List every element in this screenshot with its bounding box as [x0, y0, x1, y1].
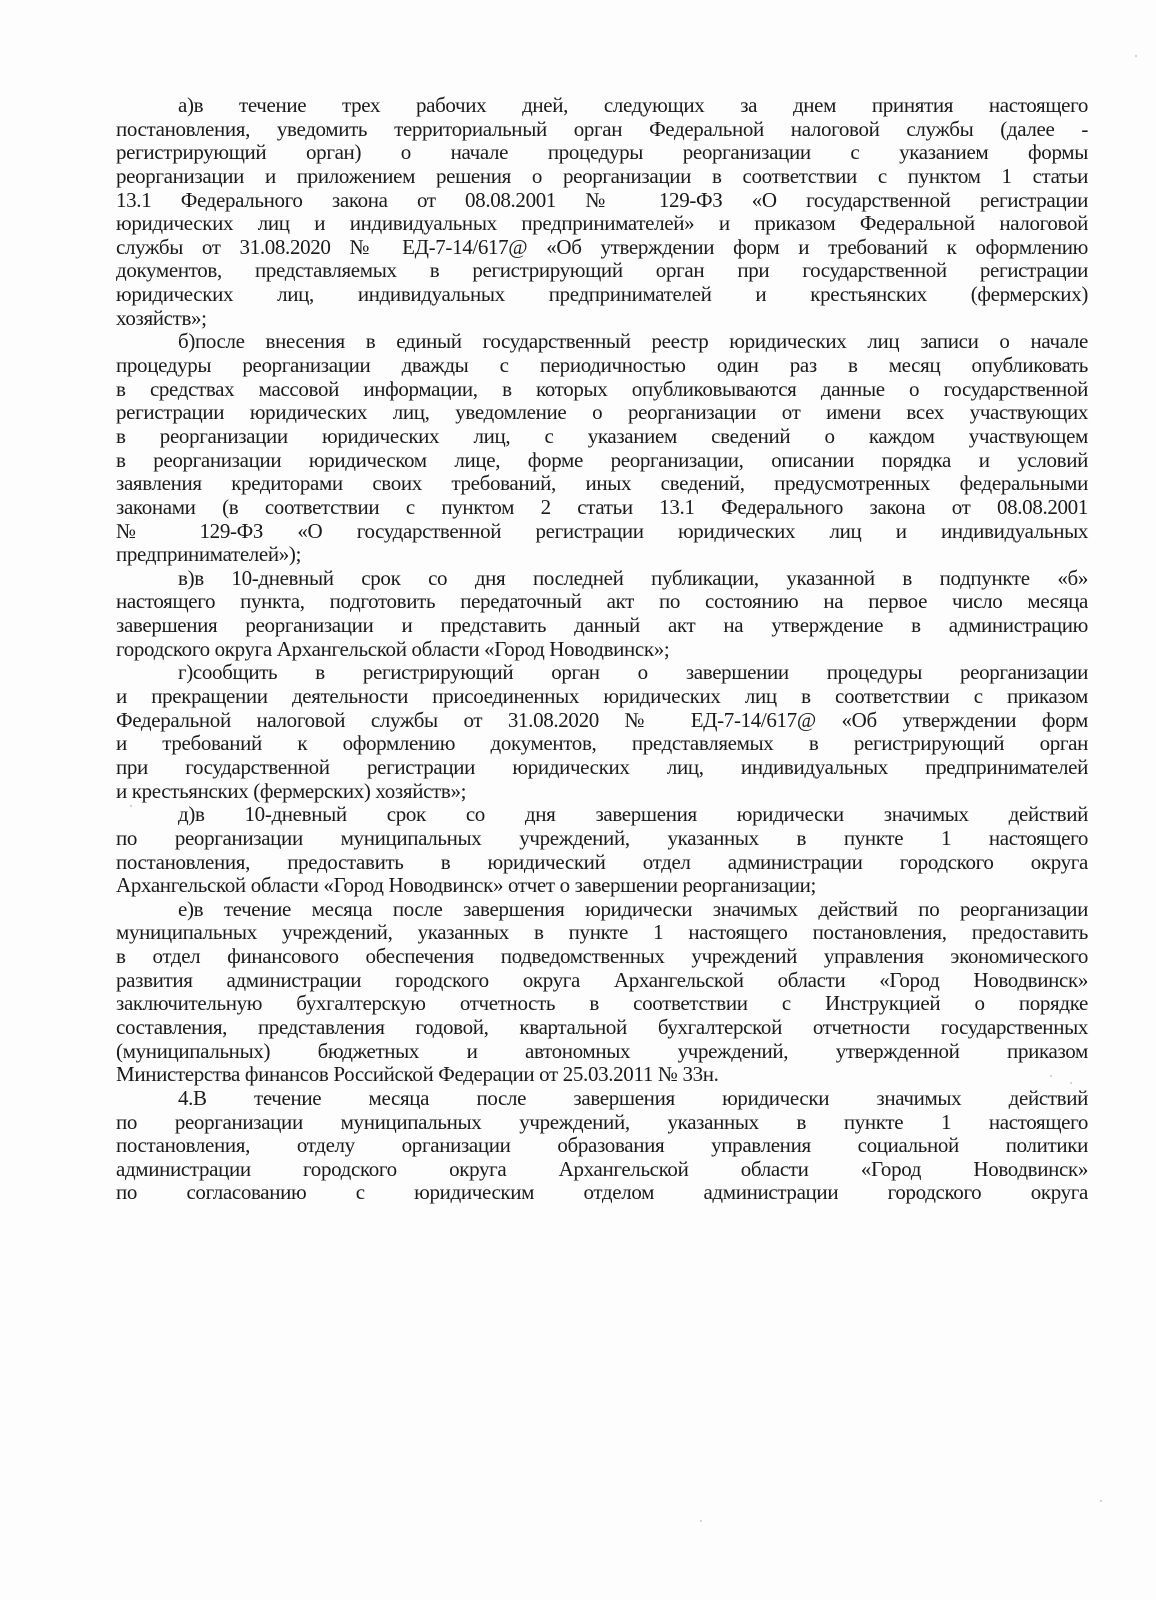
- text-line: документов, представляемых в регистрирующий орган при государственной регистрации: [116, 258, 1088, 283]
- text-line: администрации городского округа Архангельской области «Город Новодвинск»: [116, 1156, 1088, 1181]
- text-line: в)в 10-дневный срок со дня последней публикации, указанной в подпункте «б»: [178, 565, 1088, 590]
- paragraph-e: [116, 898, 1088, 1087]
- paragraph-4: [116, 1087, 1088, 1205]
- text-line: службы от 31.08.2020 № ЕД-7-14/617@ «Об утверждении форм и требований к оформлению: [116, 234, 1088, 259]
- text-line: Архангельской области «Город Новодвинск» отчет о завершении реорганизации;: [116, 873, 817, 898]
- text-line: и крестьянских (фермерских) хозяйств»;: [116, 778, 467, 803]
- text-line: Министерства финансов Российской Федерации от 25.03.2011 № 33н.: [116, 1062, 719, 1087]
- text-line: в реорганизации юридических лиц, с указанием сведений о каждом участвующем: [116, 423, 1088, 448]
- text-line: 13.1 Федерального закона от 08.08.2001 № 129-ФЗ «О государственной регистрации: [116, 187, 1088, 212]
- text-line: юридических лиц, индивидуальных предпринимателей и крестьянских (фермерских): [116, 282, 1088, 307]
- text-line: в средствах массовой информации, в которых опубликовываются данные о государственной: [116, 376, 1088, 401]
- paragraph-v: [116, 567, 1088, 662]
- text-line: регистрирующий орган) о начале процедуры реорганизации с указанием формы: [116, 140, 1088, 165]
- text-line: Федеральной налоговой службы от 31.08.2020 № ЕД-7-14/617@ «Об утверждении форм: [116, 707, 1088, 732]
- text-line: е)в течение месяца после завершения юридически значимых действий по реорганизации: [178, 896, 1088, 921]
- text-line: а)в течение трех рабочих дней, следующих за днем принятия настоящего: [178, 93, 1088, 117]
- text-line: № 129-ФЗ «О государственной регистрации юридических лиц и индивидуальных: [116, 518, 1088, 543]
- text-line: законами (в соответствии с пунктом 2 статьи 13.1 Федерального закона от 08.08.2001: [116, 494, 1088, 519]
- document-page: [116, 94, 1088, 1205]
- text-line: в отдел финансового обеспечения подведомственных учреждений управления экономического: [116, 944, 1088, 969]
- text-line: заявления кредиторами своих требований, иных сведений, предусмотренных федеральными: [116, 471, 1088, 496]
- text-line: хозяйств»;: [116, 305, 207, 330]
- text-line: постановления, предоставить в юридический отдел администрации городского округа: [116, 849, 1088, 874]
- text-line: г)сообщить в регистрирующий орган о завершении процедуры реорганизации: [178, 660, 1088, 685]
- paragraph-d: [116, 803, 1088, 898]
- text-line: предпринимателей»);: [116, 542, 302, 567]
- text-line: юридических лиц и индивидуальных предпринимателей» и приказом Федеральной налоговой: [116, 211, 1088, 236]
- text-line: заключительную бухгалтерскую отчетность в соответствии с Инструкцией о порядке: [116, 991, 1088, 1016]
- text-line: при государственной регистрации юридических лиц, индивидуальных предпринимателей: [116, 754, 1088, 779]
- text-line: настоящего пункта, подготовить передаточный акт по состоянию на первое число месяца: [116, 589, 1088, 614]
- text-line: и прекращении деятельности присоединенных юридических лиц в соответствии с приказом: [116, 684, 1088, 709]
- text-line: реорганизации и приложением решения о реорганизации в соответствии с пунктом 1 статьи: [116, 163, 1088, 188]
- text-line: б)после внесения в единый государственный реестр юридических лиц записи о начале: [178, 329, 1088, 354]
- paragraph-g: [116, 661, 1088, 803]
- text-line: (муниципальных) бюджетных и автономных учреждений, утвержденной приказом: [116, 1038, 1088, 1063]
- text-line: городского округа Архангельской области «Город Новодвинск»;: [116, 636, 670, 661]
- text-line: д)в 10-дневный срок со дня завершения юридически значимых действий: [178, 802, 1088, 827]
- text-line: регистрации юридических лиц, уведомление о реорганизации от имени всех участвующих: [116, 400, 1088, 425]
- text-line: постановления, уведомить территориальный орган Федеральной налоговой службы (далее -: [116, 116, 1088, 141]
- text-line: развития администрации городского округа Архангельской области «Город Новодвинск»: [116, 967, 1088, 992]
- paragraph-b: [116, 330, 1088, 566]
- text-line: постановления, отделу организации образования управления социальной политики: [116, 1133, 1088, 1158]
- text-line: в реорганизации юридическом лице, форме реорганизации, описании порядка и условий: [116, 447, 1088, 472]
- text-line: составления, представления годовой, квартальной бухгалтерской отчетности государственных: [116, 1014, 1088, 1039]
- text-line: по согласованию с юридическим отделом администрации городского округа: [116, 1180, 1088, 1205]
- text-line: завершения реорганизации и представить данный акт на утверждение в администрацию: [116, 613, 1088, 638]
- text-line: 4.В течение месяца после завершения юридически значимых действий: [178, 1085, 1088, 1110]
- text-line: по реорганизации муниципальных учреждений, указанных в пункте 1 настоящего: [116, 1109, 1088, 1134]
- text-line: и требований к оформлению документов, представляемых в регистрирующий орган: [116, 731, 1088, 756]
- paragraph-a: [116, 94, 1088, 330]
- text-line: процедуры реорганизации дважды с периодичностью один раз в месяц опубликовать: [116, 353, 1088, 378]
- text-line: муниципальных учреждений, указанных в пункте 1 настоящего постановления, предоставить: [116, 920, 1088, 945]
- text-line: по реорганизации муниципальных учреждений, указанных в пункте 1 настоящего: [116, 825, 1088, 850]
